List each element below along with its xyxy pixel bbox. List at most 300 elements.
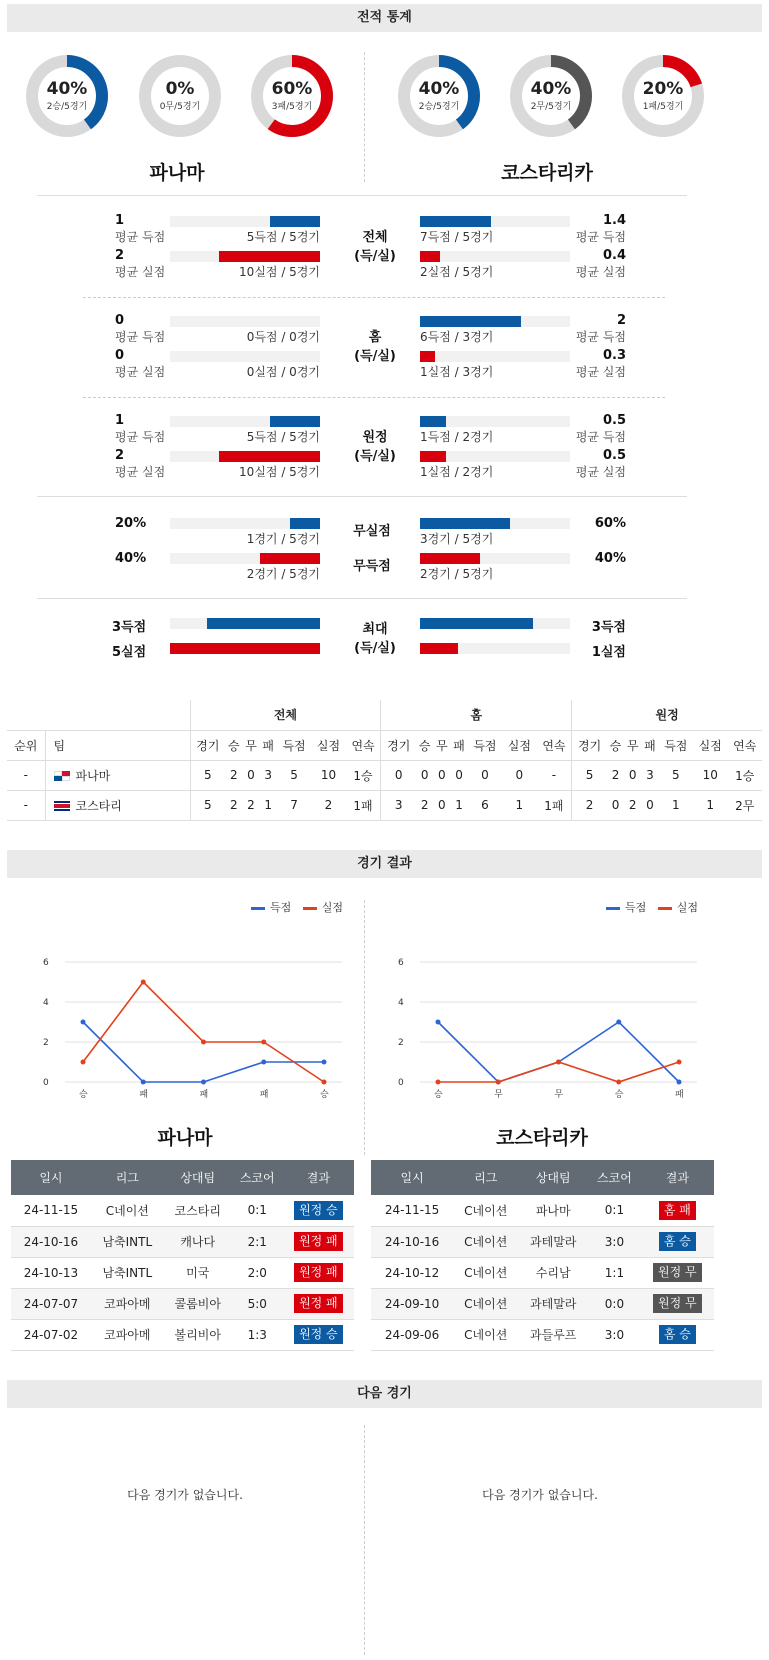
standings-cell: 1승 xyxy=(346,760,381,790)
category-sublabel: (득/실) xyxy=(354,449,396,464)
away-results-table xyxy=(371,1160,714,1351)
no-next-match-away: 다음 경기가 없습니다. xyxy=(482,1488,598,1502)
standings-cell: 1 xyxy=(502,790,536,820)
data-point xyxy=(556,1060,561,1065)
standings-cell: 5 xyxy=(659,760,693,790)
legend-label: 득점 xyxy=(270,901,292,914)
standings-cell: 5 xyxy=(190,790,225,820)
donut-caption: 2승/5경기 xyxy=(46,102,88,112)
flag-icon xyxy=(54,801,70,811)
section-header-record: 전적 통계 xyxy=(7,4,762,32)
standings-rank: - xyxy=(7,760,45,790)
standings-header: 패 xyxy=(450,730,467,760)
away-stat-bar xyxy=(420,216,491,227)
match-opponent: 과들루프 xyxy=(518,1319,588,1350)
standings-header: 경기 xyxy=(572,730,607,760)
standings-cell: 2 xyxy=(225,790,242,820)
data-point xyxy=(322,1060,327,1065)
bar-track xyxy=(420,251,570,262)
match-opponent: 볼리비아 xyxy=(164,1319,232,1350)
divider xyxy=(83,397,665,398)
standings-header: 득점 xyxy=(659,730,693,760)
donut-percent: 0% xyxy=(165,79,195,99)
match-league: C네이션 xyxy=(453,1195,518,1226)
match-result-cell xyxy=(641,1195,714,1226)
standings-header: 승 xyxy=(607,730,624,760)
no-next-match-home: 다음 경기가 없습니다. xyxy=(127,1488,243,1502)
donut-percent: 40% xyxy=(46,79,88,99)
standings-cell: 2무 xyxy=(727,790,762,820)
y-tick-label: 0 xyxy=(43,1078,49,1088)
legend-swatch xyxy=(606,907,620,910)
standings-cell: - xyxy=(537,760,572,790)
match-score: 1:3 xyxy=(232,1319,283,1350)
standings-row xyxy=(7,790,762,820)
home-max-value: 5실점 xyxy=(112,645,147,660)
standings-header: 실점 xyxy=(502,730,536,760)
standings-header: 팀 xyxy=(45,730,190,760)
group-total: 전체 xyxy=(190,700,381,730)
match-date: 24-10-13 xyxy=(11,1257,91,1288)
results-row xyxy=(371,1319,714,1350)
standings-header: 순위 xyxy=(7,730,45,760)
match-score: 0:1 xyxy=(588,1195,640,1226)
stat-category xyxy=(345,428,405,466)
home-stat-label: 평균 실점 xyxy=(115,365,166,379)
data-point xyxy=(261,1040,266,1045)
y-tick-label: 6 xyxy=(43,958,49,968)
standings-cell: 1 xyxy=(659,790,693,820)
match-league: C네이션 xyxy=(453,1257,518,1288)
result-badge: 원정 승 xyxy=(294,1201,343,1220)
home-stat-caption: 5득점 / 5경기 xyxy=(246,230,320,244)
home-rate-bar xyxy=(290,518,320,529)
home-stat-caption: 10실점 / 5경기 xyxy=(239,265,320,279)
match-result-cell xyxy=(283,1288,354,1319)
stat-category xyxy=(345,228,405,266)
standings-cell: 1패 xyxy=(537,790,572,820)
results-row xyxy=(371,1257,714,1288)
series-line xyxy=(83,1022,324,1082)
standings-header: 연속 xyxy=(346,730,381,760)
x-tick-label: 패 xyxy=(139,1090,148,1100)
results-header: 상대팀 xyxy=(518,1160,588,1195)
match-result-cell xyxy=(283,1319,354,1350)
series-line xyxy=(83,982,324,1082)
standings-cell: 1 xyxy=(693,790,727,820)
stat-category xyxy=(345,328,405,366)
group-home: 홈 xyxy=(381,700,572,730)
away-stat-caption: 1실점 / 3경기 xyxy=(420,365,494,379)
standings-cell: 0 xyxy=(433,790,450,820)
away-stat-value: 1.4 xyxy=(602,213,626,228)
match-score: 5:0 xyxy=(232,1288,283,1319)
away-stat-label: 평균 득점 xyxy=(575,230,626,244)
home-stat-value: 0 xyxy=(115,348,125,363)
standings-cell: 5 xyxy=(572,760,607,790)
bar-track xyxy=(170,316,320,327)
home-stat-value: 1 xyxy=(115,413,125,428)
home-rate: 20% xyxy=(115,516,147,531)
divider xyxy=(83,297,665,298)
legend-swatch xyxy=(303,907,317,910)
y-tick-label: 2 xyxy=(43,1038,49,1048)
away-stat-label: 평균 실점 xyxy=(575,365,626,379)
standings-row xyxy=(7,760,762,790)
result-badge: 홈 승 xyxy=(659,1325,696,1344)
standings-cell: 0 xyxy=(502,760,536,790)
home-stat-value: 0 xyxy=(115,313,125,328)
y-tick-label: 4 xyxy=(43,998,49,1008)
standings-cell: 5 xyxy=(190,760,225,790)
away-stat-label: 평균 실점 xyxy=(575,465,626,479)
home-rate-caption: 1경기 / 5경기 xyxy=(246,532,320,546)
home-team-title: 파나마 xyxy=(157,1127,213,1149)
match-league: C네이션 xyxy=(453,1226,518,1257)
donut-home-0 xyxy=(24,53,110,139)
match-opponent: 코스타리 xyxy=(164,1195,232,1226)
standings-header: 패 xyxy=(641,730,658,760)
match-league: 남축INTL xyxy=(91,1226,164,1257)
standings-cell: 5 xyxy=(277,760,311,790)
donut-away-2 xyxy=(620,53,706,139)
home-stat-caption: 0득점 / 0경기 xyxy=(246,330,320,344)
results-header: 리그 xyxy=(453,1160,518,1195)
donut-caption: 1패/5경기 xyxy=(642,102,684,112)
result-badge: 원정 무 xyxy=(653,1263,702,1282)
match-score: 2:1 xyxy=(232,1226,283,1257)
standings-header: 연속 xyxy=(537,730,572,760)
standings-header: 실점 xyxy=(311,730,345,760)
away-rate-bar xyxy=(420,518,510,529)
standings-header: 승 xyxy=(416,730,433,760)
standings-cell: 2 xyxy=(225,760,242,790)
away-stat-value: 0.3 xyxy=(602,348,626,363)
results-header: 리그 xyxy=(91,1160,164,1195)
home-stat-bar xyxy=(270,216,320,227)
flag-part xyxy=(62,776,70,781)
data-point xyxy=(261,1060,266,1065)
data-point xyxy=(616,1020,621,1025)
standings-cell: 2 xyxy=(624,790,641,820)
standings-cell: 3 xyxy=(260,760,277,790)
match-league: C네이션 xyxy=(453,1288,518,1319)
results-header-row xyxy=(11,1160,354,1195)
divider xyxy=(364,900,365,1155)
group-away: 원정 xyxy=(572,700,762,730)
result-badge: 원정 승 xyxy=(294,1325,343,1344)
results-header: 스코어 xyxy=(232,1160,283,1195)
home-stat-label: 평균 득점 xyxy=(115,430,166,444)
home-stat-bar xyxy=(219,451,320,462)
home-rate-bar xyxy=(260,553,320,564)
section-header-next: 다음 경기 xyxy=(7,1380,762,1408)
away-stat-bar xyxy=(420,451,446,462)
y-tick-label: 6 xyxy=(398,958,404,968)
away-stat-caption: 7득점 / 5경기 xyxy=(420,230,494,244)
rate-category: 무실점 xyxy=(353,524,391,539)
donut-percent: 20% xyxy=(642,79,684,99)
away-stat-value: 2 xyxy=(616,313,626,328)
match-opponent: 과테말라 xyxy=(518,1288,588,1319)
standings-team[interactable] xyxy=(45,760,190,790)
away-stat-bar xyxy=(420,416,446,427)
standings-header: 무 xyxy=(624,730,641,760)
match-opponent: 콜롬비아 xyxy=(164,1288,232,1319)
data-point xyxy=(616,1080,621,1085)
rate-category: 무득점 xyxy=(353,559,391,574)
match-league: C네이션 xyxy=(91,1195,164,1226)
match-score: 0:1 xyxy=(232,1195,283,1226)
match-date: 24-09-06 xyxy=(371,1319,453,1350)
match-result-cell xyxy=(641,1226,714,1257)
standings-rank: - xyxy=(7,790,45,820)
results-header: 결과 xyxy=(641,1160,714,1195)
category-sublabel: (득/실) xyxy=(354,349,396,364)
standings-header: 실점 xyxy=(693,730,727,760)
away-max-bar xyxy=(420,643,458,654)
match-score: 1:1 xyxy=(588,1257,640,1288)
bar-track xyxy=(170,351,320,362)
series-line xyxy=(438,1022,679,1082)
away-stat-label: 평균 득점 xyxy=(575,430,626,444)
donut-home-1 xyxy=(137,53,223,139)
team-name: 코스타리 xyxy=(75,798,122,813)
section-header-results: 경기 결과 xyxy=(7,850,762,878)
home-rate: 40% xyxy=(115,551,147,566)
x-tick-label: 무 xyxy=(494,1090,503,1100)
match-league: 남축INTL xyxy=(91,1257,164,1288)
match-result-cell xyxy=(641,1257,714,1288)
away-team-title: 코스타리카 xyxy=(501,162,593,184)
match-result-cell xyxy=(283,1257,354,1288)
away-results-chart xyxy=(385,950,705,1110)
results-header: 상대팀 xyxy=(164,1160,232,1195)
results-header-row xyxy=(371,1160,714,1195)
flag-part xyxy=(54,804,70,808)
away-stat-bar xyxy=(420,351,435,362)
home-results-chart xyxy=(30,950,350,1110)
home-stat-caption: 5득점 / 5경기 xyxy=(246,430,320,444)
away-team-title: 코스타리카 xyxy=(496,1127,588,1149)
max-category xyxy=(345,620,405,658)
legend-label: 득점 xyxy=(625,901,647,914)
results-row xyxy=(371,1288,714,1319)
match-league: C네이션 xyxy=(453,1319,518,1350)
home-stat-label: 평균 득점 xyxy=(115,230,166,244)
divider xyxy=(37,195,687,196)
standings-cell: 0 xyxy=(450,760,467,790)
results-header: 일시 xyxy=(11,1160,91,1195)
away-stat-value: 0.4 xyxy=(602,248,626,263)
divider xyxy=(364,1425,365,1655)
standings-header: 무 xyxy=(433,730,450,760)
data-point xyxy=(677,1080,682,1085)
standings-cell: 6 xyxy=(468,790,502,820)
match-date: 24-10-12 xyxy=(371,1257,453,1288)
standings-header: 경기 xyxy=(190,730,225,760)
donut-percent: 40% xyxy=(418,79,460,99)
data-point xyxy=(677,1060,682,1065)
results-row xyxy=(371,1226,714,1257)
match-date: 24-09-10 xyxy=(371,1288,453,1319)
home-stat-caption: 10실점 / 5경기 xyxy=(239,465,320,479)
away-stat-bar xyxy=(420,316,521,327)
results-header: 스코어 xyxy=(588,1160,640,1195)
standings-cell: 0 xyxy=(416,760,433,790)
data-point xyxy=(141,980,146,985)
category-label: 홈 xyxy=(368,330,382,345)
x-tick-label: 패 xyxy=(259,1090,269,1100)
away-stat-value: 0.5 xyxy=(602,448,626,463)
data-point xyxy=(81,1060,86,1065)
home-results-table xyxy=(11,1160,354,1351)
donut-caption: 2무/5경기 xyxy=(530,102,572,112)
home-stat-value: 2 xyxy=(115,248,125,263)
data-point xyxy=(496,1080,501,1085)
standings-cell: 2 xyxy=(572,790,607,820)
data-point xyxy=(322,1080,327,1085)
results-header: 결과 xyxy=(283,1160,354,1195)
standings-cell: 0 xyxy=(433,760,450,790)
x-tick-label: 승 xyxy=(320,1090,329,1100)
data-point xyxy=(81,1020,86,1025)
away-stat-label: 평균 득점 xyxy=(575,330,626,344)
x-tick-label: 패 xyxy=(199,1090,209,1100)
y-tick-label: 0 xyxy=(398,1078,404,1088)
standings-cell: 1 xyxy=(260,790,277,820)
standings-team[interactable] xyxy=(45,790,190,820)
away-stat-caption: 6득점 / 3경기 xyxy=(420,330,494,344)
donut-percent: 40% xyxy=(530,79,572,99)
away-stat-bar xyxy=(420,251,440,262)
result-badge: 홈 승 xyxy=(659,1232,696,1251)
x-tick-label: 승 xyxy=(434,1090,443,1100)
data-point xyxy=(141,1080,146,1085)
match-opponent: 미국 xyxy=(164,1257,232,1288)
flag-icon xyxy=(54,771,70,781)
standings-cell: 0 xyxy=(381,760,416,790)
category-sublabel: (득/실) xyxy=(354,249,396,264)
match-league: 코파아메 xyxy=(91,1288,164,1319)
y-tick-label: 4 xyxy=(398,998,404,1008)
standings-header: 경기 xyxy=(381,730,416,760)
home-stat-value: 1 xyxy=(115,213,125,228)
match-opponent: 과테말라 xyxy=(518,1226,588,1257)
match-result-cell xyxy=(283,1195,354,1226)
match-score: 2:0 xyxy=(232,1257,283,1288)
results-row xyxy=(11,1226,354,1257)
standings-cell: 1패 xyxy=(346,790,381,820)
results-row xyxy=(11,1288,354,1319)
match-league: 코파아메 xyxy=(91,1319,164,1350)
standings-header: 득점 xyxy=(277,730,311,760)
x-tick-label: 무 xyxy=(554,1090,564,1100)
away-rate: 40% xyxy=(594,551,626,566)
home-stat-label: 평균 득점 xyxy=(115,330,166,344)
home-stat-bar xyxy=(219,251,320,262)
y-tick-label: 2 xyxy=(398,1038,404,1048)
home-stat-caption: 0실점 / 0경기 xyxy=(246,365,320,379)
flag-part xyxy=(54,776,62,781)
donut-caption: 0무/5경기 xyxy=(159,102,201,112)
home-stat-label: 평균 실점 xyxy=(115,465,166,479)
divider xyxy=(37,598,687,599)
chart-legend xyxy=(598,899,698,915)
away-rate: 60% xyxy=(594,516,626,531)
home-rate-caption: 2경기 / 5경기 xyxy=(246,567,320,581)
away-rate-caption: 3경기 / 5경기 xyxy=(420,532,494,546)
legend-label: 실점 xyxy=(676,901,699,914)
standings-cell: 1승 xyxy=(727,760,762,790)
standings-cell: 0 xyxy=(468,760,502,790)
match-date: 24-07-02 xyxy=(11,1319,91,1350)
result-badge: 원정 패 xyxy=(294,1294,343,1313)
result-badge: 홈 패 xyxy=(659,1201,696,1220)
match-date: 24-10-16 xyxy=(371,1226,453,1257)
data-point xyxy=(201,1040,206,1045)
divider xyxy=(37,496,687,497)
donut-percent: 60% xyxy=(271,79,313,99)
match-result-cell xyxy=(641,1319,714,1350)
match-date: 24-10-16 xyxy=(11,1226,91,1257)
home-max-bar xyxy=(207,618,320,629)
home-max-value: 3득점 xyxy=(112,620,147,635)
match-opponent: 캐나다 xyxy=(164,1226,232,1257)
standings-header: 연속 xyxy=(727,730,762,760)
match-date: 24-07-07 xyxy=(11,1288,91,1319)
match-result-cell xyxy=(641,1288,714,1319)
donut-caption: 3패/5경기 xyxy=(271,102,313,112)
home-max-bar xyxy=(170,643,320,654)
match-date: 24-11-15 xyxy=(11,1195,91,1226)
away-stat-label: 평균 실점 xyxy=(575,265,626,279)
match-opponent: 수리남 xyxy=(518,1257,588,1288)
data-point xyxy=(201,1080,206,1085)
donut-home-2 xyxy=(249,53,335,139)
result-badge: 원정 패 xyxy=(294,1263,343,1282)
match-date: 24-11-15 xyxy=(371,1195,453,1226)
home-team-title: 파나마 xyxy=(149,162,205,184)
away-stat-caption: 1실점 / 2경기 xyxy=(420,465,494,479)
x-tick-label: 승 xyxy=(79,1090,88,1100)
results-row xyxy=(11,1195,354,1226)
away-max-value: 1실점 xyxy=(591,645,626,660)
results-header: 일시 xyxy=(371,1160,453,1195)
result-badge: 원정 패 xyxy=(294,1232,343,1251)
away-max-bar xyxy=(420,618,533,629)
legend-swatch xyxy=(251,907,265,910)
match-result-cell xyxy=(283,1226,354,1257)
match-opponent: 파나마 xyxy=(518,1195,588,1226)
data-point xyxy=(436,1020,441,1025)
away-stat-caption: 2실점 / 5경기 xyxy=(420,265,494,279)
bar-track xyxy=(420,351,570,362)
standings-cell: 0 xyxy=(607,790,624,820)
standings-header: 승 xyxy=(225,730,242,760)
away-max-value: 3득점 xyxy=(591,620,626,635)
result-badge: 원정 무 xyxy=(653,1294,702,1313)
category-sublabel: (득/실) xyxy=(354,641,396,656)
category-label: 전체 xyxy=(362,230,388,245)
results-row xyxy=(11,1319,354,1350)
match-score: 3:0 xyxy=(588,1226,640,1257)
legend-label: 실점 xyxy=(321,901,344,914)
chart-legend xyxy=(243,899,343,915)
standings-header: 득점 xyxy=(468,730,502,760)
standings-header: 무 xyxy=(242,730,259,760)
results-row xyxy=(371,1195,714,1226)
